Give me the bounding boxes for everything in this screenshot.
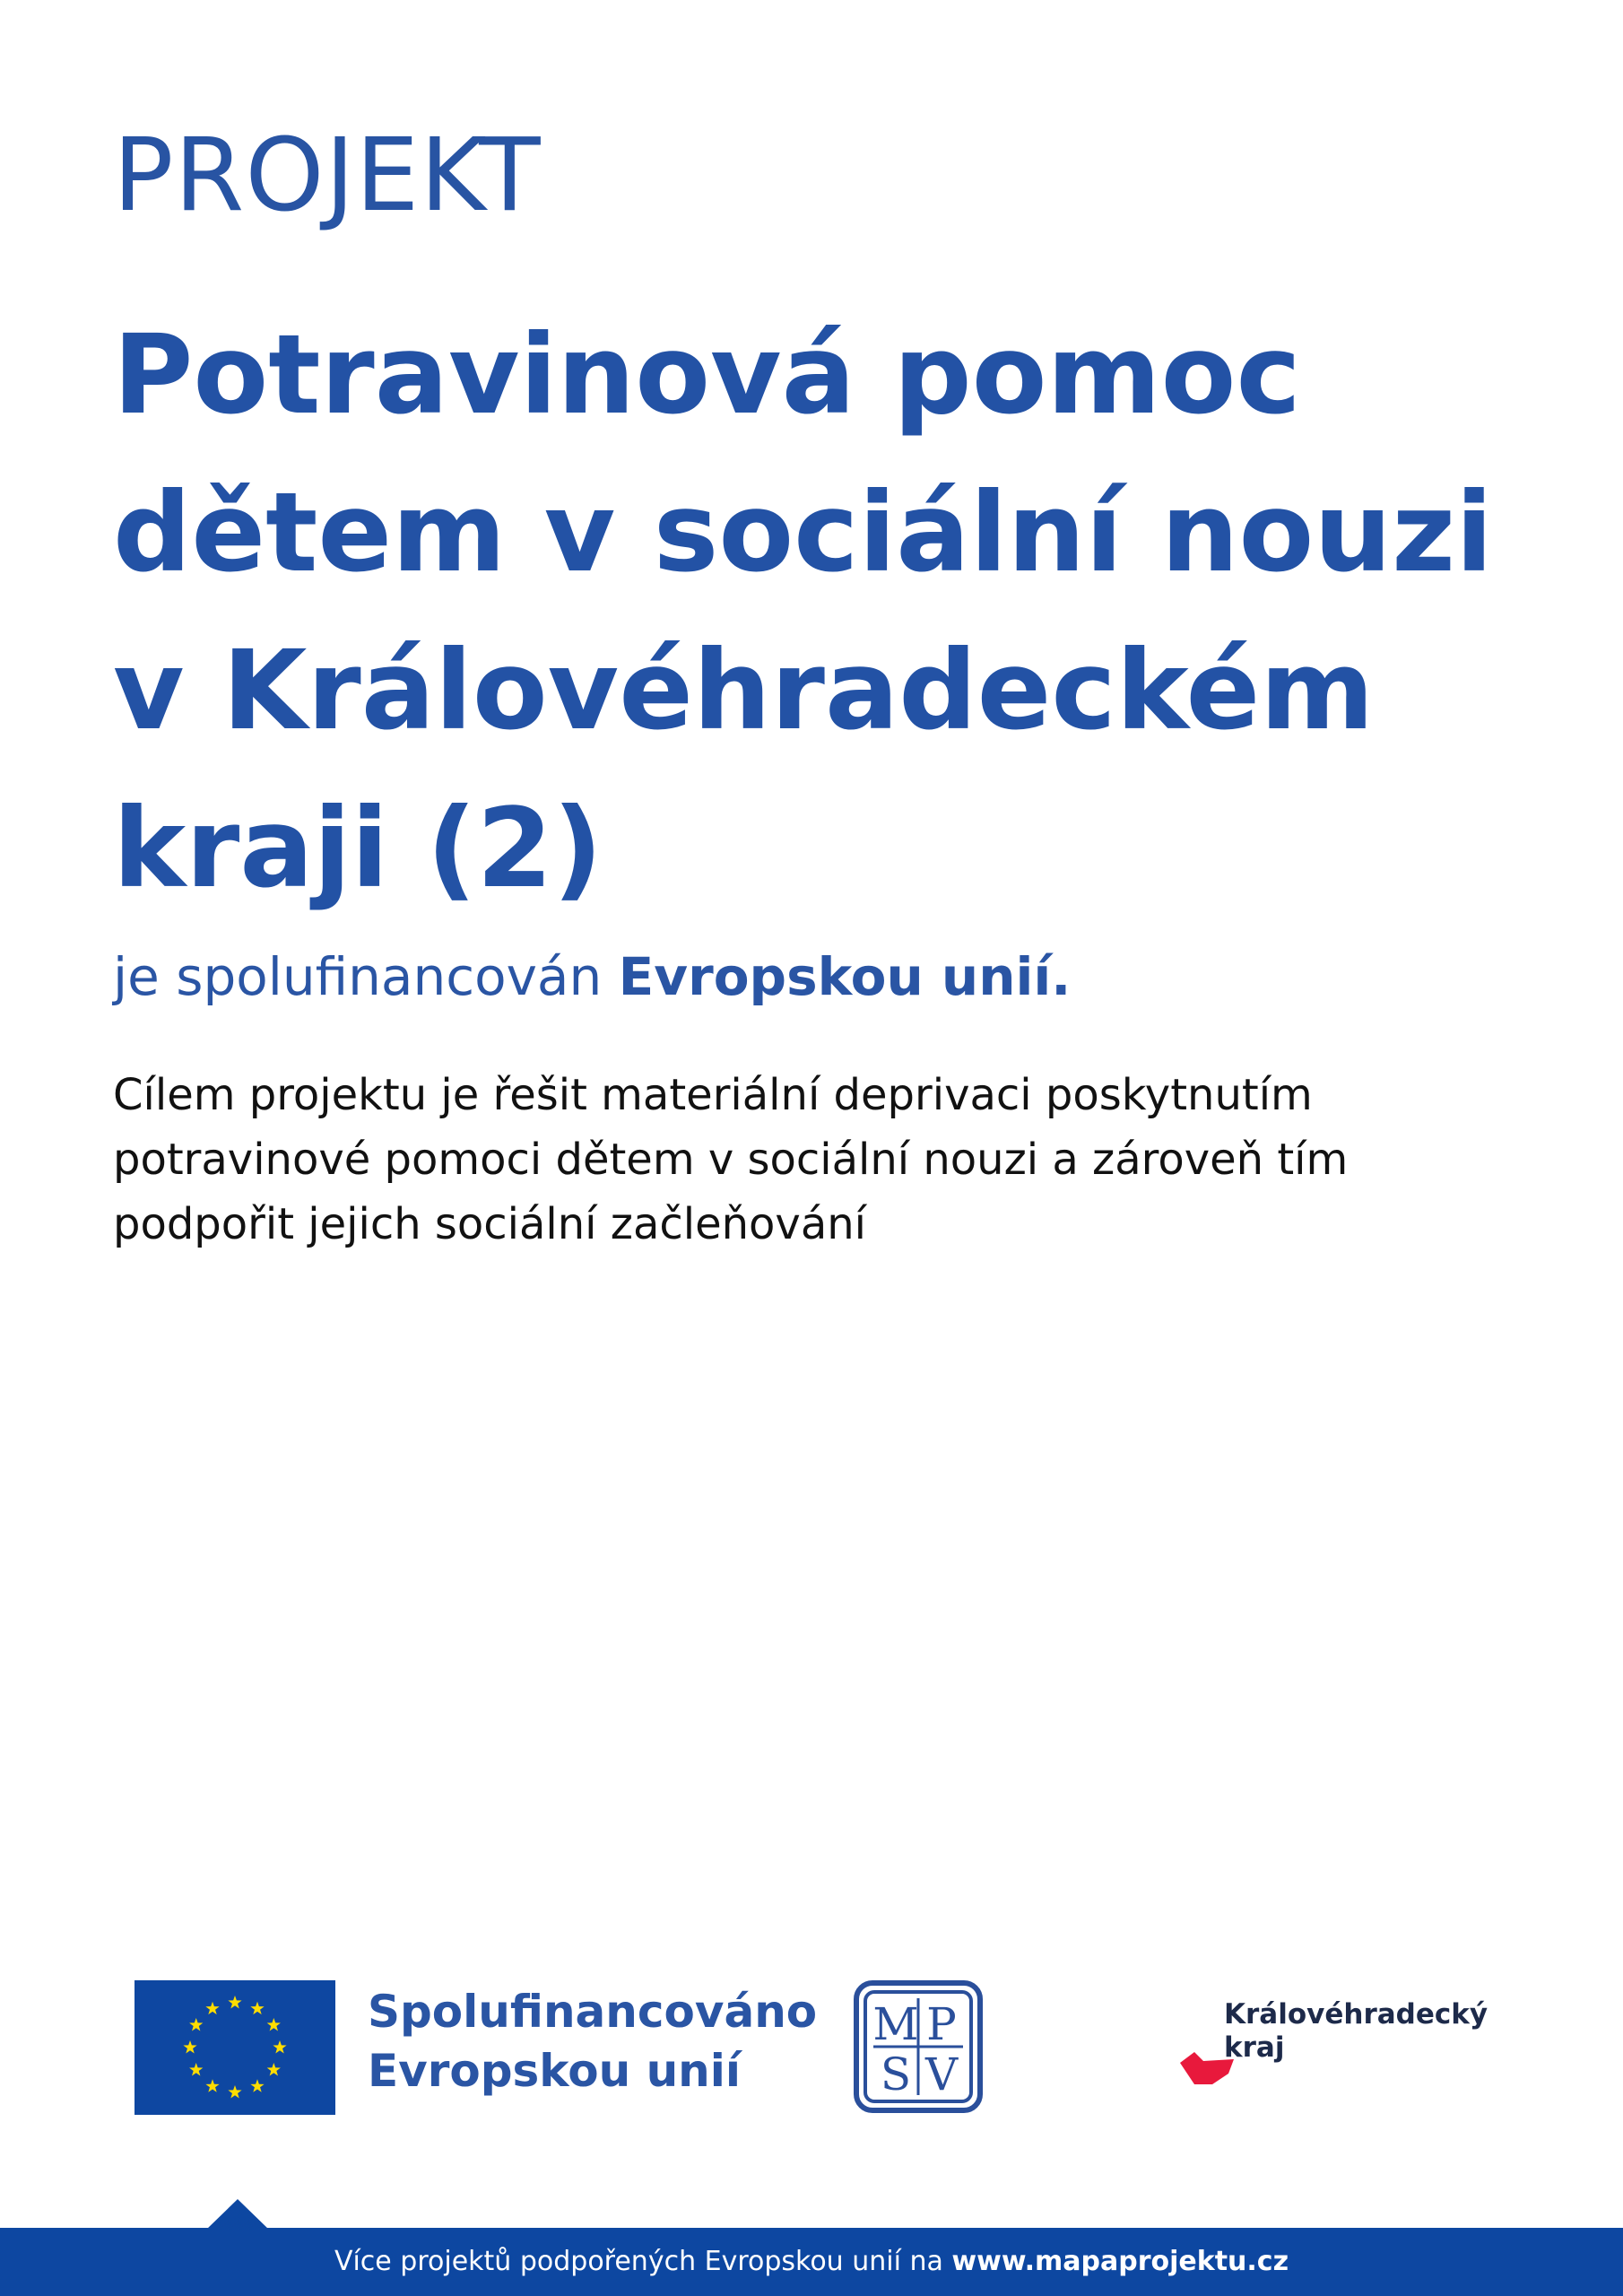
footer-notch-icon (206, 2199, 269, 2230)
cofinance-statement (113, 946, 1071, 1007)
eu-star-icon (189, 2018, 203, 2031)
description-line-2: potravinové pomoci dětem v sociální nouzi a zároveň tím (113, 1135, 1349, 1185)
eu-star-icon (205, 2079, 219, 2092)
footer-text (0, 2228, 1623, 2296)
kraj-logo-text (1224, 1998, 1488, 2065)
eu-star-icon (273, 2040, 286, 2053)
mpsv-logo (854, 1980, 983, 2113)
project-description (113, 1063, 1512, 1257)
svg-text:M: M (872, 1998, 919, 2050)
eu-stars-icon (135, 1980, 335, 2115)
eu-flag-logo (135, 1980, 335, 2115)
eu-star-icon (267, 2063, 281, 2075)
svg-text:P: P (926, 1998, 957, 2050)
title-line-3: v Královéhradeckém (113, 627, 1375, 754)
title-line-2: dětem v sociální nouzi (113, 469, 1493, 596)
eu-text-line-1: Spolufinancováno (368, 1986, 818, 2038)
eu-star-icon (228, 2085, 241, 2098)
description-line-1: Cílem projektu je řešit materiální deprivaci poskytnutím (113, 1070, 1313, 1120)
title-line-4: kraji (2) (113, 785, 603, 912)
eu-star-icon (183, 2040, 196, 2053)
eu-star-icon (267, 2018, 281, 2031)
eu-star-icon (205, 2002, 219, 2014)
footer-link[interactable]: www.mapaprojektu.cz (951, 2246, 1289, 2277)
eu-text-line-2: Evropskou unií (368, 2045, 742, 2097)
eu-star-icon (228, 1996, 241, 2008)
title-line-1: Potravinová pomoc (113, 311, 1301, 439)
eu-star-icon (189, 2063, 203, 2075)
eu-star-icon (250, 2079, 264, 2092)
cofinance-bold: Evropskou unií. (618, 946, 1072, 1007)
kicker-label: PROJEKT (113, 117, 542, 234)
kraj-text-line-1: Královéhradecký (1224, 1998, 1488, 2031)
description-line-3: podpořit jejich sociální začleňování (113, 1199, 866, 1249)
kraj-text-line-2: kraj (1224, 2031, 1285, 2064)
footer-prefix: Více projektů podpořených Evropskou unií na (334, 2246, 952, 2277)
cofinance-prefix: je spolufinancován (113, 946, 619, 1007)
eu-cofinanced-text (368, 1982, 817, 2100)
svg-text:S: S (880, 2048, 912, 2100)
project-title (113, 296, 1566, 927)
svg-text:V: V (924, 2048, 959, 2100)
eu-star-icon (250, 2002, 264, 2014)
